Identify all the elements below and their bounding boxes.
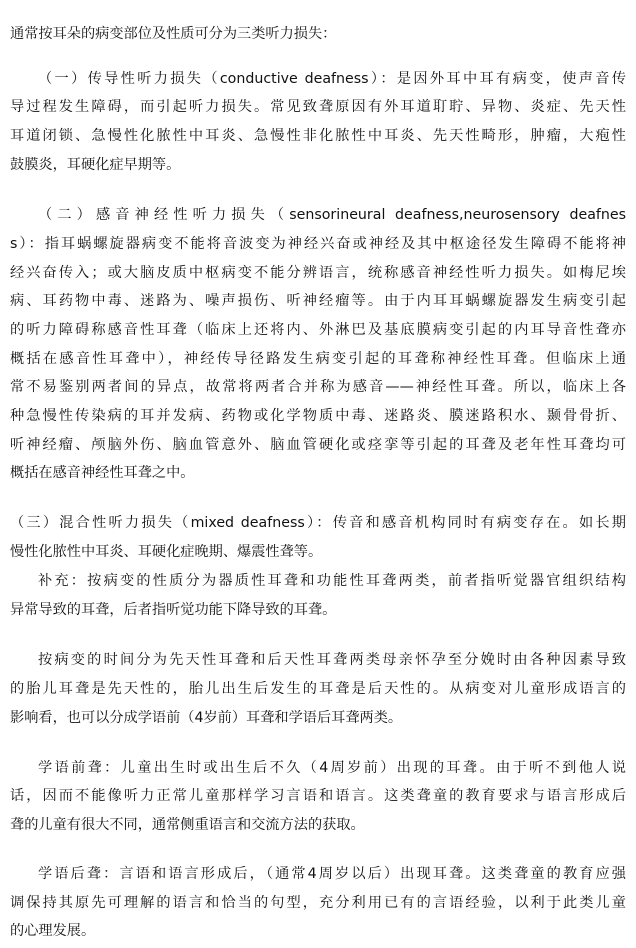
conductive-text-line: 鼓膜炎，耳硬化症早期等。 bbox=[10, 157, 181, 173]
mixed-text-line: 慢性化脓性中耳炎、耳硬化症晚期、爆震性聋等。 bbox=[10, 544, 323, 560]
sensorineural-text-line: 经兴奋传入；或大脑皮质中枢病变不能分辨语言，统称感音神经性听力损失。如梅尼埃 bbox=[10, 265, 626, 281]
postlingual-deafness-line: 的心理发展。 bbox=[10, 923, 96, 939]
sensorineural-text-line: s）：指耳蜗螺旋器病变不能将音波变为神经兴奋或神经及其中枢途径发生障碍不能将神 bbox=[10, 236, 626, 252]
mixed-heading-line: （三）混合性听力损失（mixed deafness）：传音和感音机构同时有病变存在。如长期 bbox=[10, 515, 626, 531]
postlingual-deafness-line: 学语后聋：言语和语言形成后，（通常4周岁以后）出现耳聋。这类聋童的教育应强 bbox=[38, 866, 626, 882]
time-classification-line: 影响看，也可以分成学语前（4岁前）耳聋和学语后耳聋两类。 bbox=[10, 710, 403, 726]
sensorineural-text-line: 常不易鉴别两者间的异点，故常将两者合并称为感音——神经性耳聋。所以，临床上各 bbox=[10, 379, 626, 395]
sensorineural-text-line: 概括在感音性耳聋中），神经传导径路发生病变引起的耳聋称神经性耳聋。但临床上通 bbox=[10, 351, 626, 367]
sensorineural-text-line: 概括在感音神经性耳聋之中。 bbox=[10, 465, 195, 481]
sensorineural-text-line: 的听力障碍称感音性耳聋（临床上还将内、外淋巴及基底膜病变引起的内耳导音性聋亦 bbox=[10, 322, 626, 338]
intro-line: 通常按耳朵的病变部位及性质可分为三类听力损失： bbox=[10, 26, 337, 42]
time-classification-line: 的胎儿耳聋是先天性的，胎儿出生后发生的耳聋是后天性的。从病变对儿童形成语言的 bbox=[10, 681, 626, 697]
supplement-line: 异常导致的耳聋，后者指听觉功能下降导致的耳聋。 bbox=[10, 602, 337, 618]
prelingual-deafness-line: 学语前聋：儿童出生时或出生后不久（4周岁前）出现的耳聋。由于听不到他人说 bbox=[38, 760, 626, 776]
prelingual-deafness-line: 话，因而不能像听力正常儿童那样学习言语和语言。这类聋童的教育要求与语言形成后 bbox=[10, 788, 626, 804]
prelingual-deafness-line: 聋的儿童有很大不同，通常侧重语言和交流方法的获取。 bbox=[10, 817, 365, 833]
time-classification-line: 按病变的时间分为先天性耳聋和后天性耳聋两类母亲怀孕至分娩时由各种因素导致 bbox=[38, 652, 626, 668]
postlingual-deafness-line: 调保持其原先可理解的语言和恰当的句型，充分利用已有的言语经验，以利于此类儿童 bbox=[10, 895, 626, 911]
supplement-line: 补充：按病变的性质分为器质性耳聋和功能性耳聋两类，前者指听觉器官组织结构 bbox=[38, 573, 626, 589]
conductive-text-line: 导过程发生障碍，而引起听力损失。常见致聋原因有外耳道耵聍、异物、炎症、先天性 bbox=[10, 99, 626, 115]
sensorineural-text-line: 病、耳药物中毒、迷路为、噪声损伤、听神经瘤等。由于内耳耳蜗螺旋器发生病变引起 bbox=[10, 293, 626, 309]
conductive-heading-line: （一）传导性听力损失（conductive deafness）：是因外耳中耳有病变，使声音传 bbox=[38, 71, 626, 87]
sensorineural-text-line: 种急慢性传染病的耳并发病、药物或化学物质中毒、迷路炎、膜迷路积水、颞骨骨折、 bbox=[10, 408, 626, 424]
sensorineural-heading-line: （二）感音神经性听力损失（sensorineural deafness,neurosensory deafnes bbox=[38, 207, 626, 223]
sensorineural-text-line: 听神经瘤、颅脑外伤、脑血管意外、脑血管硬化或痉挛等引起的耳聋及老年性耳聋均可 bbox=[10, 437, 626, 453]
conductive-text-line: 耳道闭锁、急慢性化脓性中耳炎、急慢性非化脓性中耳炎、先天性畸形，肿瘤，大疱性 bbox=[10, 128, 626, 144]
